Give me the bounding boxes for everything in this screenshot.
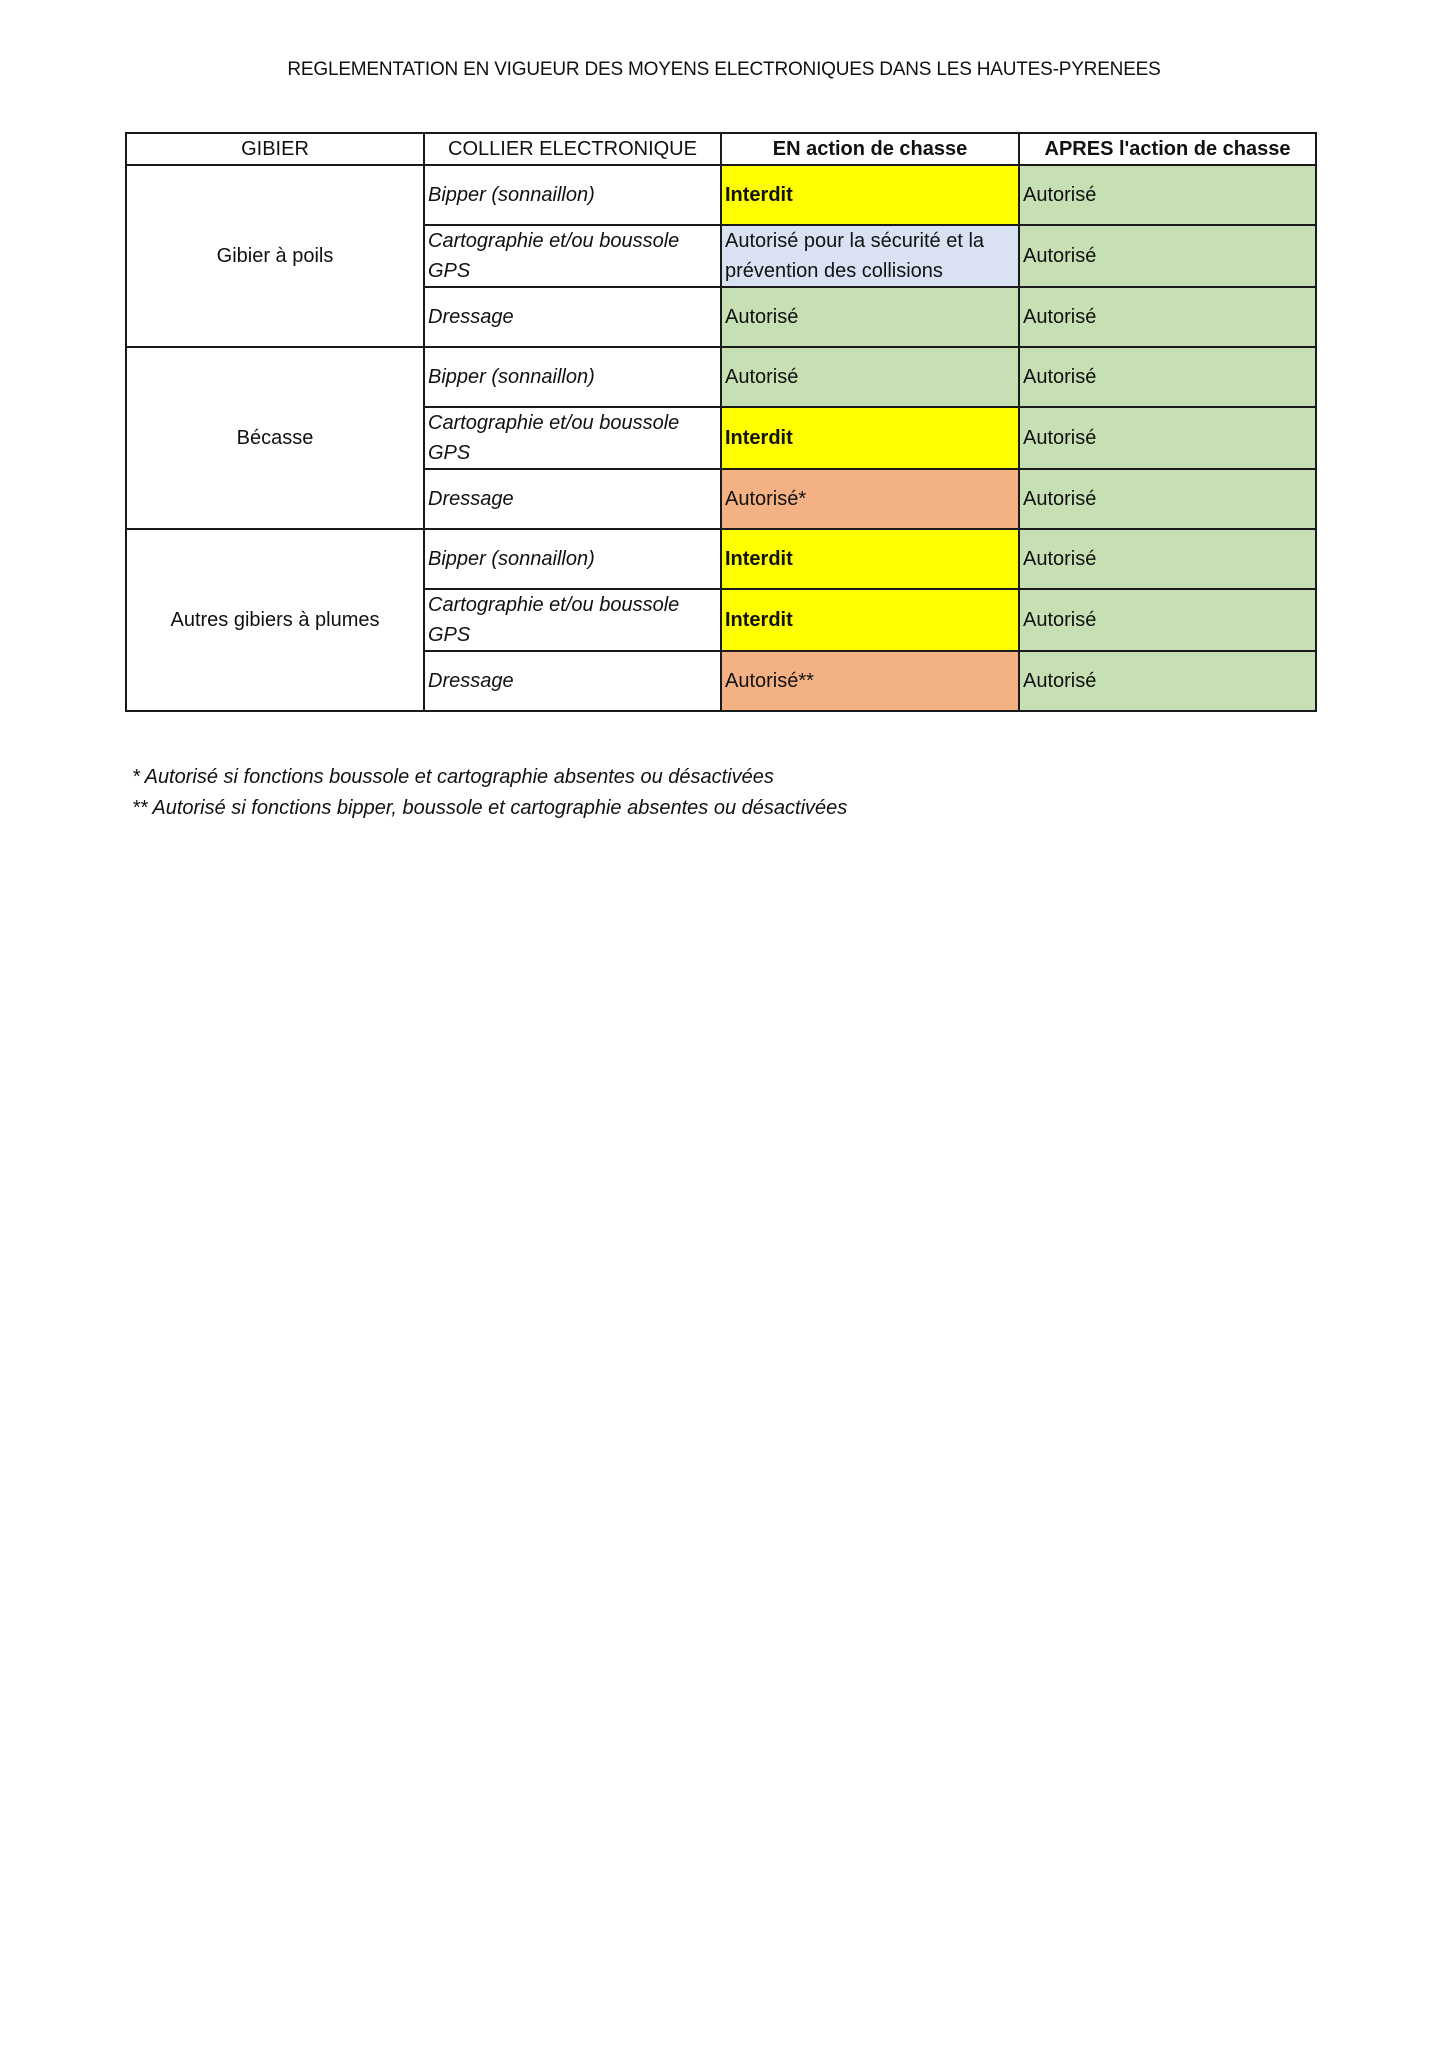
- collier-cell: Bipper (sonnaillon): [424, 165, 721, 225]
- apres-action-status-cell: Autorisé: [1019, 407, 1316, 469]
- en-action-status-cell: Interdit: [721, 165, 1019, 225]
- en-action-status-cell: Interdit: [721, 589, 1019, 651]
- footnotes: [132, 762, 847, 824]
- regulation-table: [125, 132, 1317, 712]
- en-action-status-cell: Autorisé: [721, 347, 1019, 407]
- footnote-2: ** Autorisé si fonctions bipper, boussole et cartographie absentes ou désactivées: [132, 797, 848, 819]
- table-row: [126, 165, 1316, 225]
- collier-cell: Dressage: [424, 287, 721, 347]
- document-title: REGLEMENTATION EN VIGUEUR DES MOYENS ELECTRONIQUES DANS LES HAUTES-PYRENEES: [287, 59, 1161, 80]
- collier-cell: Dressage: [424, 651, 721, 711]
- apres-action-status-cell: Autorisé: [1019, 651, 1316, 711]
- footnote-1: * Autorisé si fonctions boussole et cartographie absentes ou désactivées: [132, 766, 774, 788]
- en-action-status-cell: Interdit: [721, 407, 1019, 469]
- gibier-cell: Gibier à poils: [126, 165, 424, 347]
- apres-action-status-cell: Autorisé: [1019, 529, 1316, 589]
- en-action-status-cell: Autorisé pour la sécurité et la prévention des collisions: [721, 225, 1019, 287]
- en-action-status-cell: Autorisé**: [721, 651, 1019, 711]
- en-action-status-cell: Autorisé*: [721, 469, 1019, 529]
- collier-cell: Dressage: [424, 469, 721, 529]
- header-gibier: GIBIER: [126, 133, 424, 165]
- apres-action-status-cell: Autorisé: [1019, 589, 1316, 651]
- table-row: [126, 529, 1316, 589]
- header-collier: COLLIER ELECTRONIQUE: [424, 133, 721, 165]
- header-en-action: EN action de chasse: [721, 133, 1019, 165]
- header-apres-action: APRES l'action de chasse: [1019, 133, 1316, 165]
- collier-cell: Bipper (sonnaillon): [424, 529, 721, 589]
- apres-action-status-cell: Autorisé: [1019, 469, 1316, 529]
- en-action-status-cell: Interdit: [721, 529, 1019, 589]
- apres-action-status-cell: Autorisé: [1019, 165, 1316, 225]
- en-action-status-cell: Autorisé: [721, 287, 1019, 347]
- apres-action-status-cell: Autorisé: [1019, 287, 1316, 347]
- gibier-cell: Bécasse: [126, 347, 424, 529]
- collier-cell: Cartographie et/ou boussole GPS: [424, 407, 721, 469]
- collier-cell: Cartographie et/ou boussole GPS: [424, 589, 721, 651]
- collier-cell: Cartographie et/ou boussole GPS: [424, 225, 721, 287]
- gibier-cell: Autres gibiers à plumes: [126, 529, 424, 711]
- apres-action-status-cell: Autorisé: [1019, 347, 1316, 407]
- table-row: [126, 347, 1316, 407]
- apres-action-status-cell: Autorisé: [1019, 225, 1316, 287]
- collier-cell: Bipper (sonnaillon): [424, 347, 721, 407]
- table-header-row: [126, 133, 1316, 165]
